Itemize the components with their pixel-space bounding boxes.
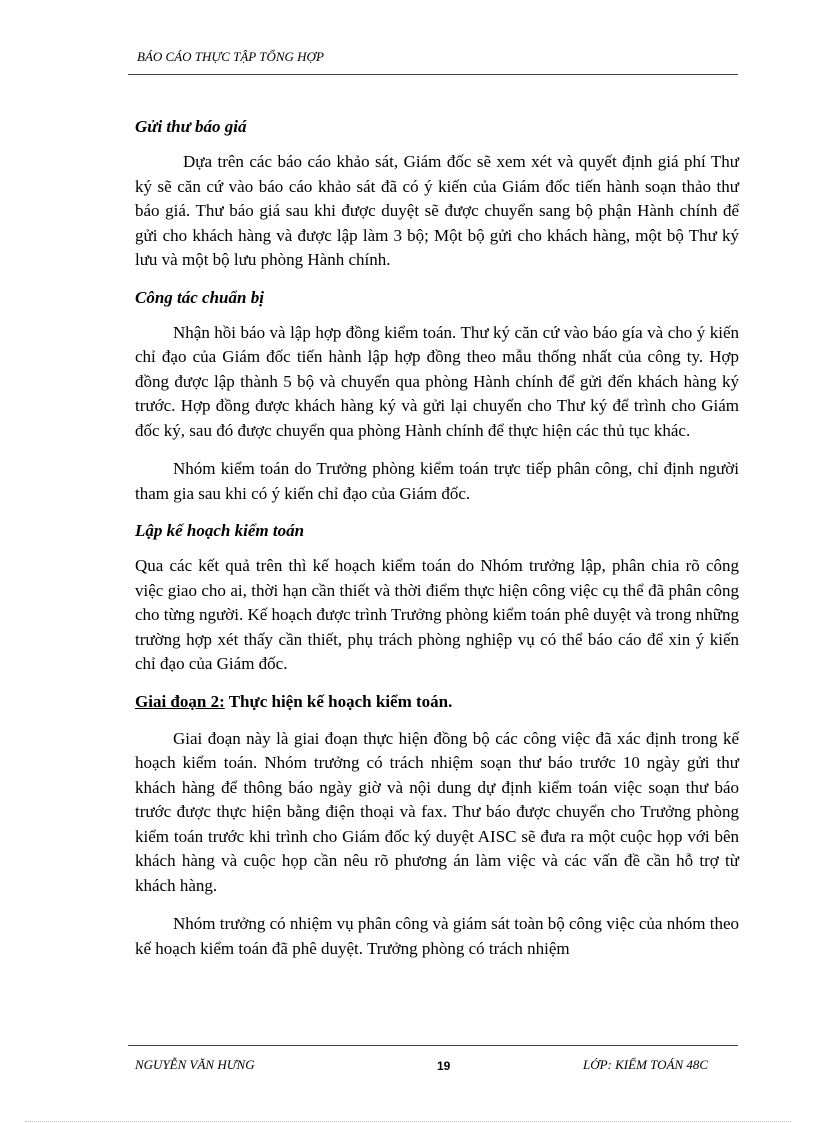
paragraph-gui-thu: Dựa trên các báo cáo khảo sát, Giám đốc sẽ xem xét và quyết định giá phí Thư ký sẽ căn cứ vào báo cáo khảo sát đã có ý kiến của Giám đốc tiến hành soạn thảo thư báo giá. Thư báo giá sau khi được duyệt sẽ được chuyển sang bộ phận Hành chính để gửi cho khách hàng và được lập làm 3 bộ; Một bộ gửi cho khách hàng, một bộ Thư ký lưu và một bộ lưu phòng Hành chính.: [135, 152, 739, 269]
footer-class: LỚP: KIỂM TOÁN 48C: [583, 1057, 709, 1072]
page-number: 19: [437, 1059, 451, 1073]
header-title: BÁO CÁO THỰC TẬP TỔNG HỢP: [137, 49, 324, 64]
heading-cong-tac-chuan-bi: Công tác chuẩn bị: [135, 287, 264, 307]
body-content: [135, 116, 739, 975]
paragraph-giai-doan-2-2: Nhóm trưởng có nhiệm vụ phân công và giám sát toàn bộ công việc của nhóm theo kế hoạch kiểm toán đã phê duyệt. Trưởng phòng có trách nhiệm: [135, 914, 739, 958]
footer-divider: [128, 1045, 738, 1046]
paragraph-cong-tac-1: Nhận hồi báo và lập hợp đồng kiểm toán. Thư ký căn cứ vào báo gía và cho ý kiến chỉ đạo của Giám đốc tiến hành lập hợp đồng theo mẫu thống nhất của công ty. Hợp đồng được lập thành 5 bộ và chuyển qua phòng Hành chính để gửi đến khách hàng ký trước. Hợp đồng được khách hàng ký và gửi lại chuyển cho Thư ký để trình cho Giám đốc ký, sau đó được chuyển qua phòng Hành chính để thực hiện các thủ tục khác.: [135, 322, 739, 440]
stage-title: Thực hiện kế hoạch kiểm toán.: [228, 691, 453, 711]
paragraph-lap-ke-hoach: Qua các kết quả trên thì kế hoạch kiểm toán do Nhóm trưởng lập, phân chia rõ công việc giao cho ai, thời hạn cần thiết và thời điểm thực hiện công việc cụ thể đã phân công cho từng người. Kế hoạch được trình Trưởng phòng kiểm toán phê duyệt và trong những trường hợp xét thấy cần thiết, phụ trách phòng nghiệp vụ có thể báo cáo để xin ý kiến chỉ đạo của Giám đốc.: [135, 556, 739, 673]
heading-gui-thu-bao-gia: Gửi thư báo giá: [135, 117, 247, 136]
footer-author: NGUYỄN VĂN HƯNG: [135, 1057, 255, 1072]
paragraph-cong-tac-2: Nhóm kiểm toán do Trưởng phòng kiểm toán trực tiếp phân công, chỉ định người tham gia sau khi có ý kiến chỉ đạo của Giám đốc.: [135, 459, 739, 503]
heading-giai-doan-2: [135, 691, 739, 713]
paragraph-giai-doan-2-1: Giai đoạn này là giai đoạn thực hiện đồng bộ các công việc đã xác định trong kế hoạch kiểm toán. Nhóm trưởng có trách nhiệm soạn thư báo trước 10 ngày gửi thư khách hàng để thông báo ngày giờ và nội dung dự định kiểm toán việc soạn thư báo trước được thực hiện bằng điện thoại và fax. Thư báo được chuyển cho Trưởng phòng kiểm toán trước khi trình cho Giám đốc ký duyệt AISC sẽ đưa ra một cuộc họp với bên khách hàng và cuộc họp cần nêu rõ phương án làm việc và các vấn đề cần hỗ trợ từ khách hàng.: [135, 728, 739, 895]
stage-label: Giai đoạn 2:: [135, 691, 225, 711]
heading-lap-ke-hoach: Lập kế hoạch kiểm toán: [135, 521, 305, 540]
header-divider: [128, 74, 738, 75]
page-edge-divider: [25, 1121, 791, 1122]
